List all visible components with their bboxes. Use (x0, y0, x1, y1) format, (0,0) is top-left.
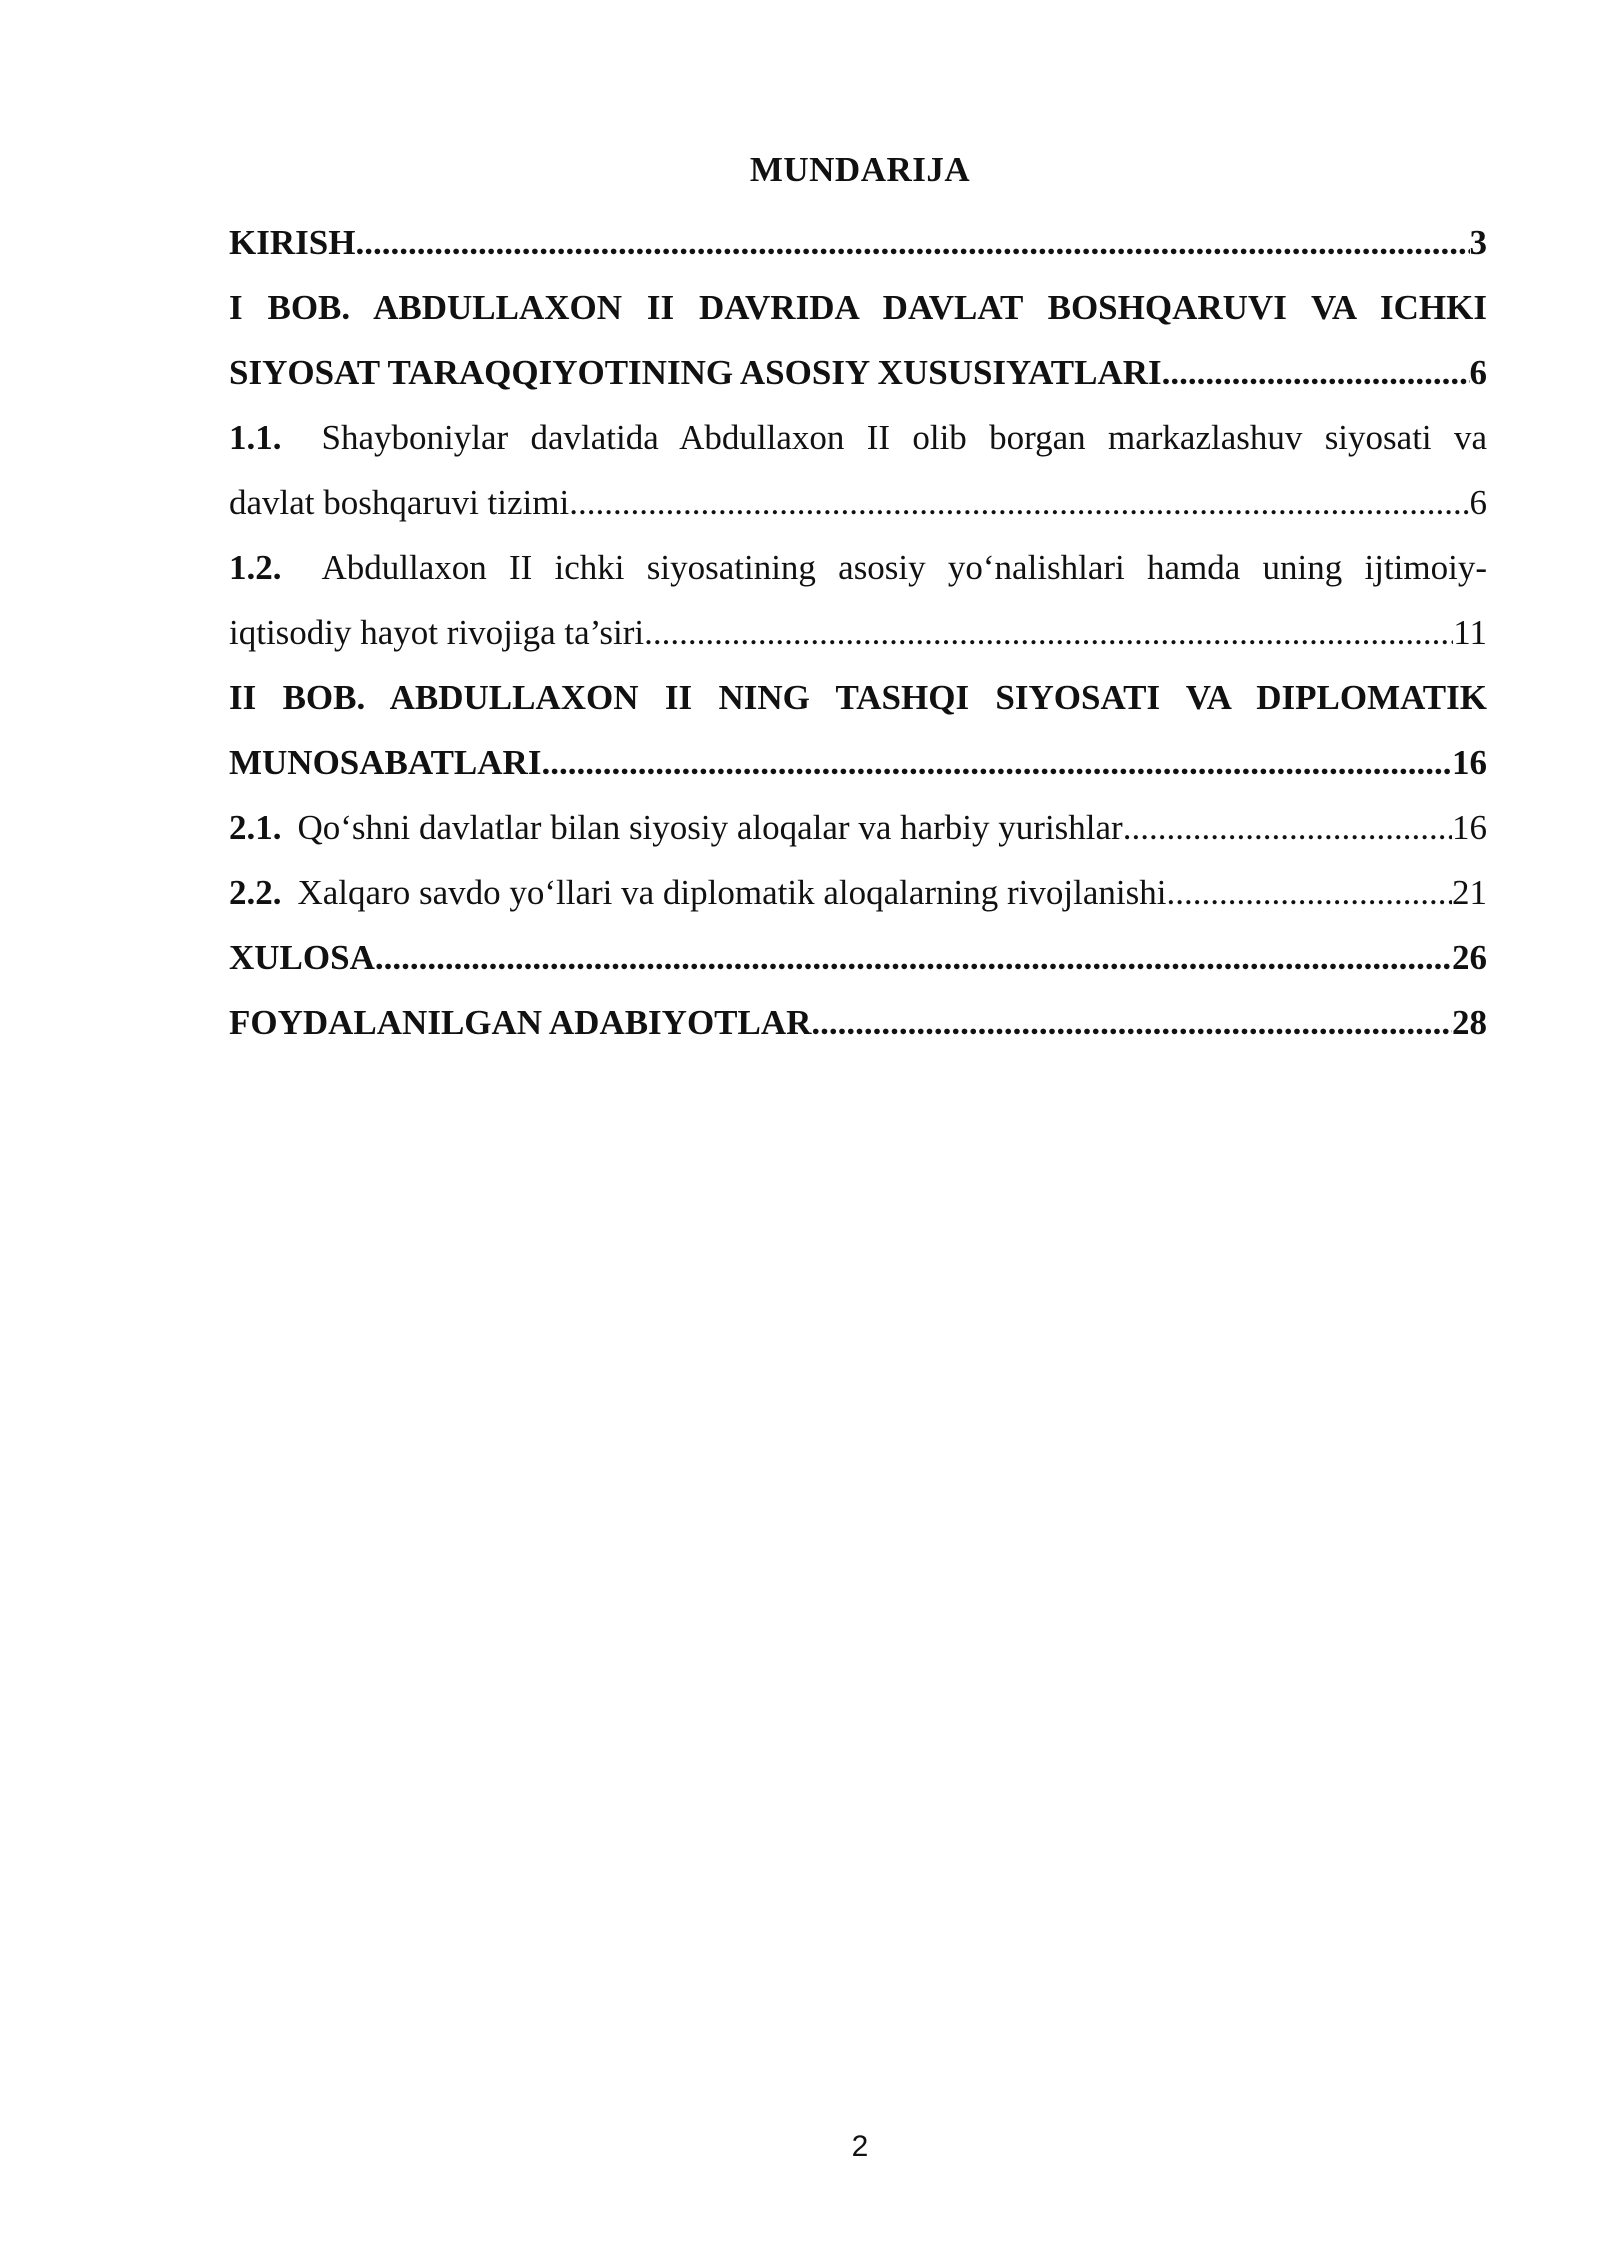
toc-entry-label: davlat boshqaruvi tizimi (229, 483, 570, 522)
toc-page-number: 16 (1452, 808, 1487, 847)
dot-leader (1166, 860, 1452, 925)
toc-entry-label: Xalqaro savdo yo‘llari va diplomatik aloqalarning rivojlanishi (297, 873, 1167, 912)
toc-page-number: 26 (1452, 938, 1487, 977)
toc-page-number: 6 (1469, 353, 1487, 392)
toc-entry-1-1-line2[interactable] (229, 470, 1487, 535)
toc-entry-1-2-line1[interactable] (229, 535, 1487, 600)
toc-entry-1-2-line2[interactable] (229, 600, 1487, 665)
toc-entry-bob1-line1[interactable] (229, 275, 1487, 340)
toc-page-number: 11 (1453, 613, 1487, 652)
dot-leader (644, 600, 1453, 665)
toc-entry-label: MUNOSABATLARI (229, 743, 542, 782)
toc-entry-2-2[interactable] (229, 860, 1487, 925)
toc-page-number: 3 (1469, 223, 1487, 262)
dot-leader (375, 925, 1452, 990)
toc-page-number: 28 (1452, 1003, 1487, 1042)
toc-entry-label: Qo‘shni davlatlar bilan siyosiy aloqalar va harbiy yurishlar (297, 808, 1123, 847)
toc-entry-label: Shayboniylar davlatida Abdullaxon II olib borgan markazlashuv siyosati va (321, 418, 1487, 457)
toc-entry-label: Abdullaxon II ichki siyosatining asosiy yo‘nalishlari hamda uning ijtimoiy- (321, 548, 1487, 587)
toc-entry-bob2-line1[interactable] (229, 665, 1487, 730)
section-number: 2.2. (229, 873, 282, 912)
dot-leader (1123, 795, 1452, 860)
dot-leader (569, 470, 1469, 535)
dot-leader (355, 210, 1469, 275)
dot-leader (541, 730, 1452, 795)
toc-entry-kirish[interactable] (229, 210, 1487, 275)
toc-entry-bob1-line2[interactable] (229, 340, 1487, 405)
section-number: 1.1. (229, 418, 282, 457)
toc-page-number: 16 (1452, 743, 1487, 782)
toc-entry-label: II BOB. ABDULLAXON II NING TASHQI SIYOSATI VA DIPLOMATIK (229, 678, 1487, 717)
toc-entry-adabiyotlar[interactable] (229, 990, 1487, 1055)
dot-leader (1162, 340, 1470, 405)
table-of-contents (229, 210, 1487, 1055)
toc-entry-label: I BOB. ABDULLAXON II DAVRIDA DAVLAT BOSHQARUVI VA ICHKI (229, 288, 1487, 327)
toc-page-number: 21 (1452, 873, 1487, 912)
page-title: MUNDARIJA (749, 150, 971, 189)
toc-entry-label: SIYOSAT TARAQQIYOTINING ASOSIY XUSUSIYATLARI (229, 353, 1162, 392)
toc-entry-bob2-line2[interactable] (229, 730, 1487, 795)
toc-entry-label: iqtisodiy hayot rivojiga ta’siri (229, 613, 645, 652)
toc-entry-xulosa[interactable] (229, 925, 1487, 990)
toc-entry-2-1[interactable] (229, 795, 1487, 860)
section-number: 2.1. (229, 808, 282, 847)
toc-entry-label: FOYDALANILGAN ADABIYOTLAR (229, 1003, 812, 1042)
section-number: 1.2. (229, 548, 282, 587)
dot-leader (811, 990, 1452, 1055)
page-number: 2 (851, 2130, 869, 2163)
toc-entry-label: KIRISH (229, 223, 356, 262)
toc-entry-1-1-line1[interactable] (229, 405, 1487, 470)
toc-page-number: 6 (1469, 483, 1487, 522)
toc-entry-label: XULOSA (229, 938, 375, 977)
